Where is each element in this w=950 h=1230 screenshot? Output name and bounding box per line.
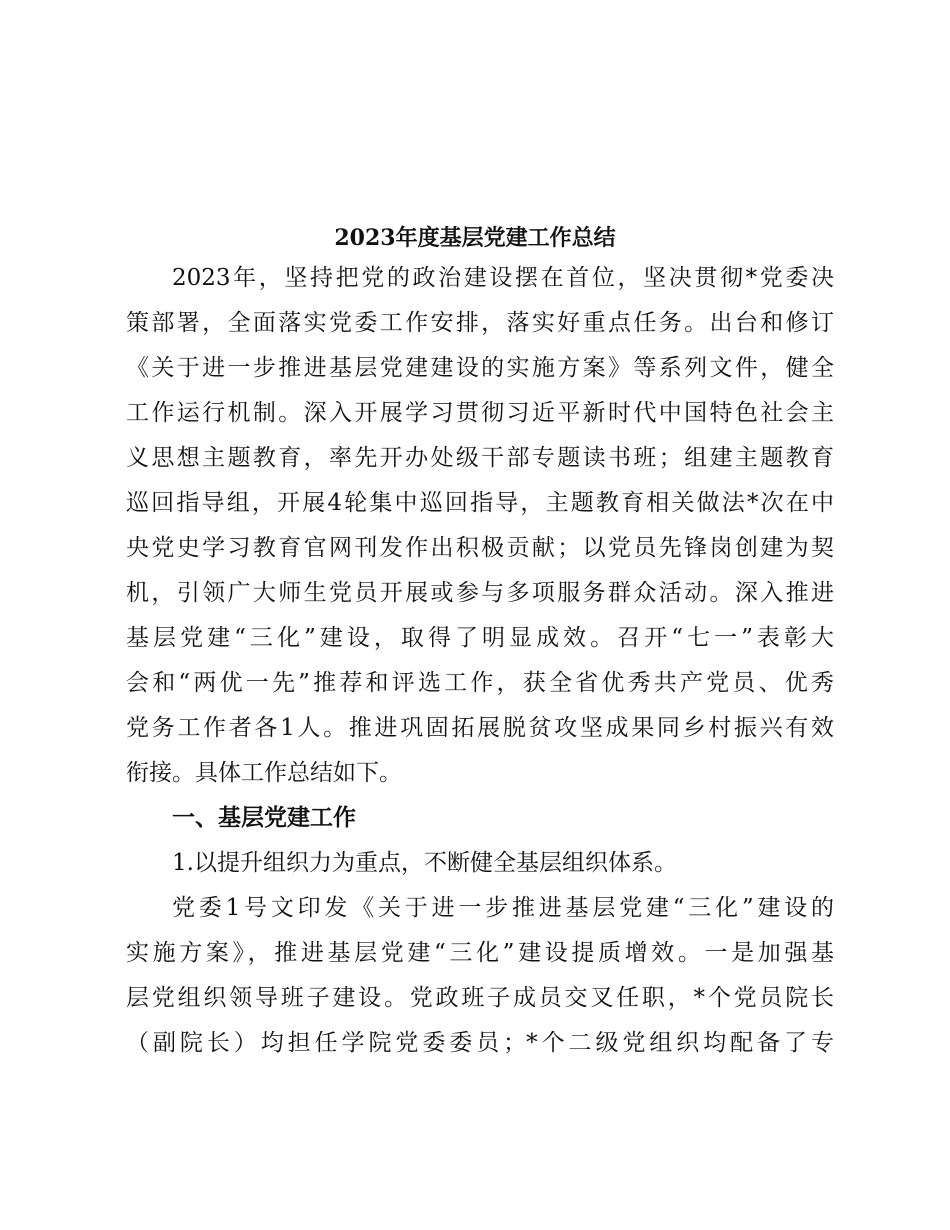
intro-line: 基层党建“三化”建设，取得了明显成效。召开“七一”表彰大 bbox=[126, 625, 834, 651]
body-line: 层党组织领导班子建设。党政班子成员交叉任职，*个党员院长 bbox=[126, 985, 834, 1011]
body-line: 实施方案》，推进基层党建“三化”建设提质增效。一是加强基 bbox=[126, 940, 834, 966]
intro-line: 巡回指导组，开展4轮集中巡回指导，主题教育相关做法*次在中 bbox=[126, 490, 834, 516]
section-heading: 一、基层党建工作 bbox=[172, 804, 356, 831]
intro-line: 央党史学习教育官网刊发作出积极贡献；以党员先锋岗创建为契 bbox=[126, 535, 834, 561]
intro-line: 党务工作者各1人。推进巩固拓展脱贫攻坚成果同乡村振兴有效 bbox=[126, 715, 834, 741]
body-line: （副院长）均担任学院党委委员；*个二级党组织均配备了专 bbox=[126, 1030, 834, 1056]
intro-line: 2023年，坚持把党的政治建设摆在首位，坚决贯彻*党委决 bbox=[172, 265, 834, 291]
intro-line: 会和“两优一先”推荐和评选工作，获全省优秀共产党员、优秀 bbox=[126, 670, 834, 696]
intro-line: 衔接。具体工作总结如下。 bbox=[126, 760, 402, 786]
intro-line: 策部署，全面落实党委工作安排，落实好重点任务。出台和修订 bbox=[126, 310, 834, 336]
intro-line: 工作运行机制。深入开展学习贯彻习近平新时代中国特色社会主 bbox=[126, 400, 834, 426]
body-line: 党委1号文印发《关于进一步推进基层党建“三化”建设的 bbox=[172, 895, 834, 921]
document-title: 2023年度基层党建工作总结 bbox=[334, 225, 616, 251]
intro-line: 义思想主题教育，率先开办处级干部专题读书班；组建主题教育 bbox=[126, 445, 834, 471]
intro-line: 机，引领广大师生党员开展或参与多项服务群众活动。深入推进 bbox=[126, 580, 834, 606]
intro-line: 《关于进一步推进基层党建建设的实施方案》等系列文件，健全 bbox=[126, 355, 834, 381]
subsection-heading: 1.以提升组织力为重点，不断健全基层组织体系。 bbox=[172, 850, 677, 876]
